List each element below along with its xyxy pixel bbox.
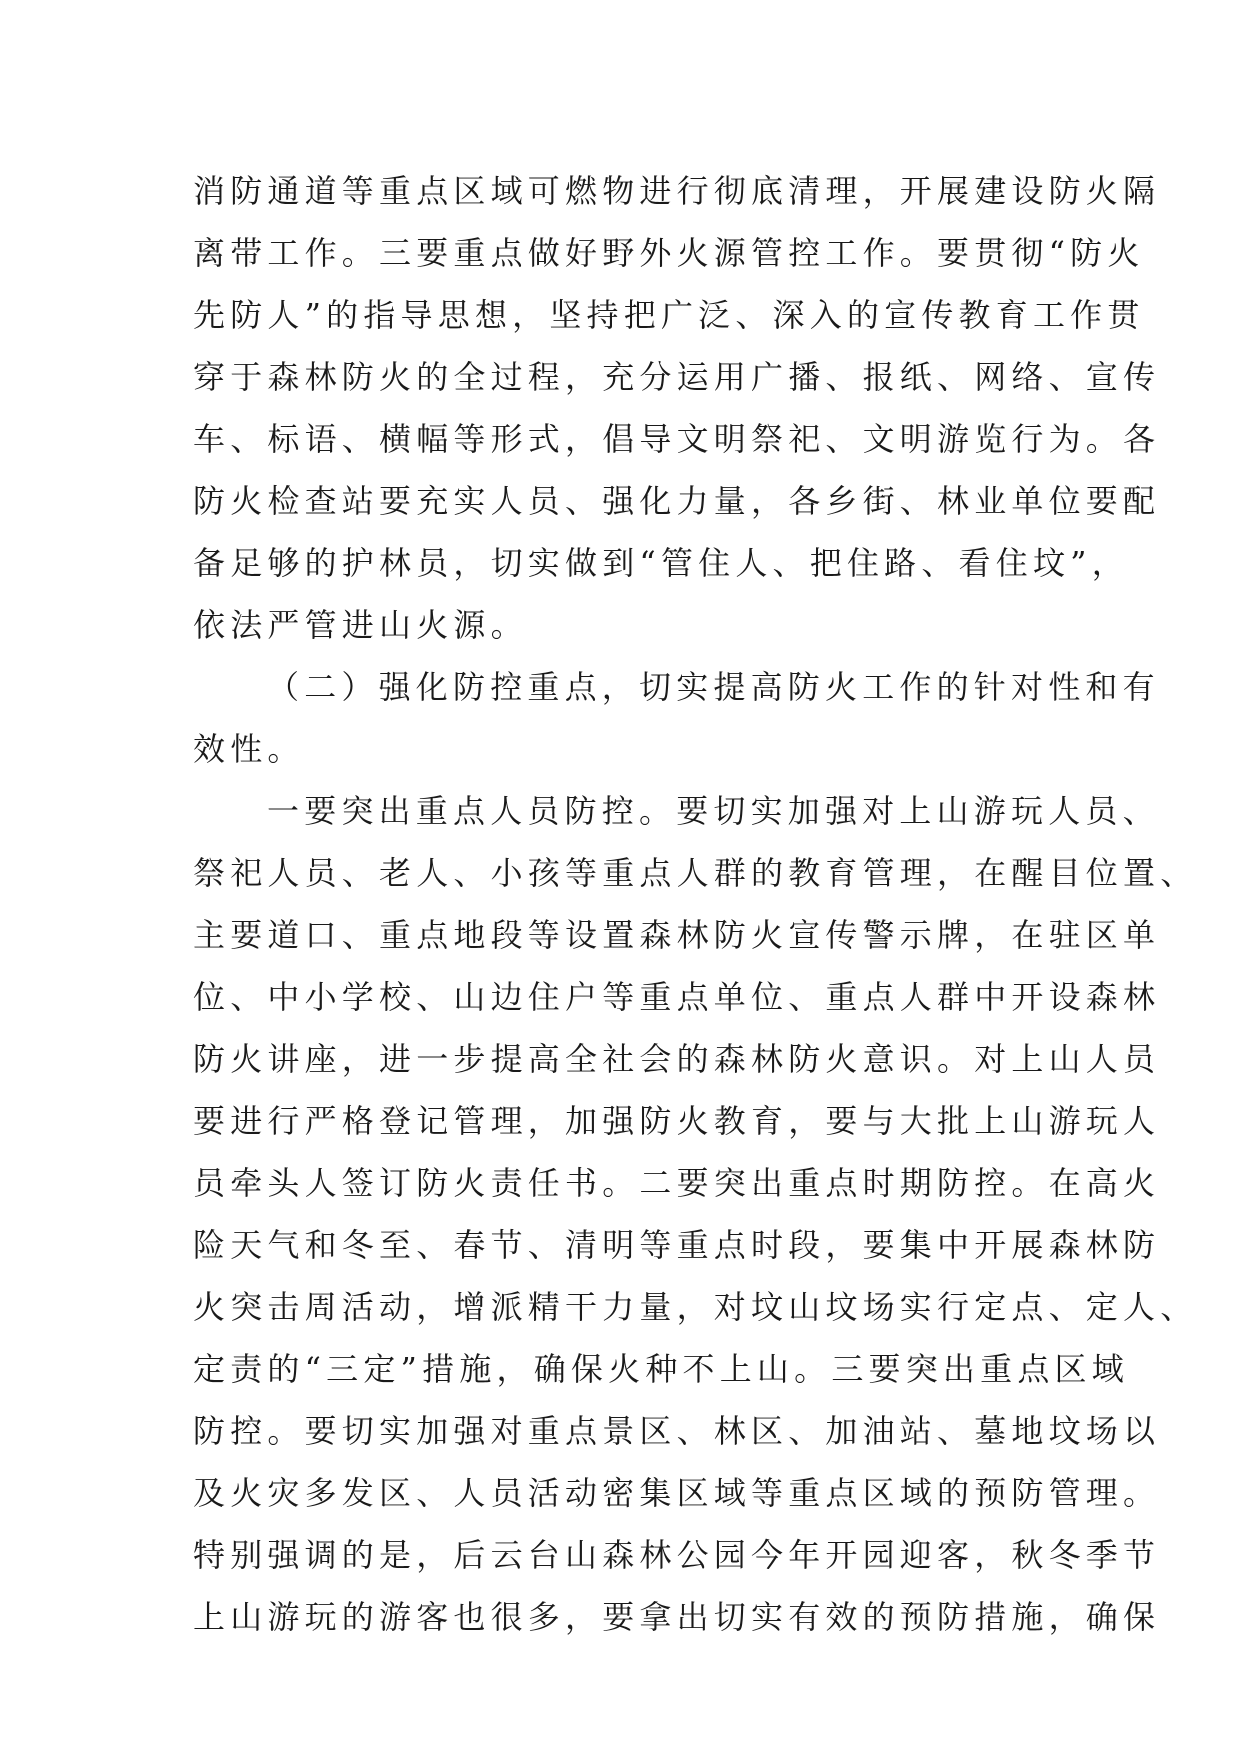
text-line: 车、标语、横幅等形式，倡导文明祭祀、文明游览行为。各 — [193, 420, 1161, 458]
text-line: 及火灾多发区、人员活动密集区域等重点区域的预防管理。 — [193, 1474, 1161, 1512]
text-line: 防火检查站要充实人员、强化力量，各乡街、林业单位要配 — [193, 482, 1161, 520]
text-line: 离带工作。三要重点做好野外火源管控工作。要贯彻“防火 — [193, 234, 1145, 272]
text-line: 消防通道等重点区域可燃物进行彻底清理，开展建设防火隔 — [193, 172, 1161, 210]
text-line: 祭祀人员、老人、小孩等重点人群的教育管理，在醒目位置、 — [193, 854, 1198, 892]
body-text — [193, 160, 1198, 1648]
text-line: 主要道口、重点地段等设置森林防火宣传警示牌，在驻区单 — [193, 916, 1161, 954]
text-line: 位、中小学校、山边住户等重点单位、重点人群中开设森林 — [193, 978, 1161, 1016]
text-line: 依法严管进山火源。 — [193, 606, 528, 644]
text-line: 备足够的护林员，切实做到“管住人、把住路、看住坟”， — [193, 544, 1129, 582]
text-line: 穿于森林防火的全过程，充分运用广播、报纸、网络、宣传 — [193, 358, 1161, 396]
text-line: 上山游玩的游客也很多，要拿出切实有效的预防措施，确保 — [193, 1598, 1161, 1636]
paragraph-start: 一要突出重点人员防控。要切实加强对上山游玩人员、 — [267, 792, 1160, 830]
text-line: 火突击周活动，增派精干力量，对坟山坟场实行定点、定人、 — [193, 1288, 1198, 1326]
text-line: 防火讲座，进一步提高全社会的森林防火意识。对上山人员 — [193, 1040, 1161, 1078]
text-line: 特别强调的是，后云台山森林公园今年开园迎客，秋冬季节 — [193, 1536, 1161, 1574]
text-line: 效性。 — [193, 730, 305, 768]
text-line: 险天气和冬至、春节、清明等重点时段，要集中开展森林防 — [193, 1226, 1161, 1264]
text-line: 防控。要切实加强对重点景区、林区、加油站、墓地坟场以 — [193, 1412, 1161, 1450]
text-line: 要进行严格登记管理，加强防火教育，要与大批上山游玩人 — [193, 1102, 1161, 1140]
text-line: 员牵头人签订防火责任书。二要突出重点时期防控。在高火 — [193, 1164, 1161, 1202]
section-heading: （二）强化防控重点，切实提高防火工作的针对性和有 — [267, 668, 1160, 706]
text-line: 定责的“三定”措施，确保火种不上山。三要突出重点区域 — [193, 1350, 1129, 1388]
text-line: 先防人”的指导思想，坚持把广泛、深入的宣传教育工作贯 — [193, 296, 1145, 334]
